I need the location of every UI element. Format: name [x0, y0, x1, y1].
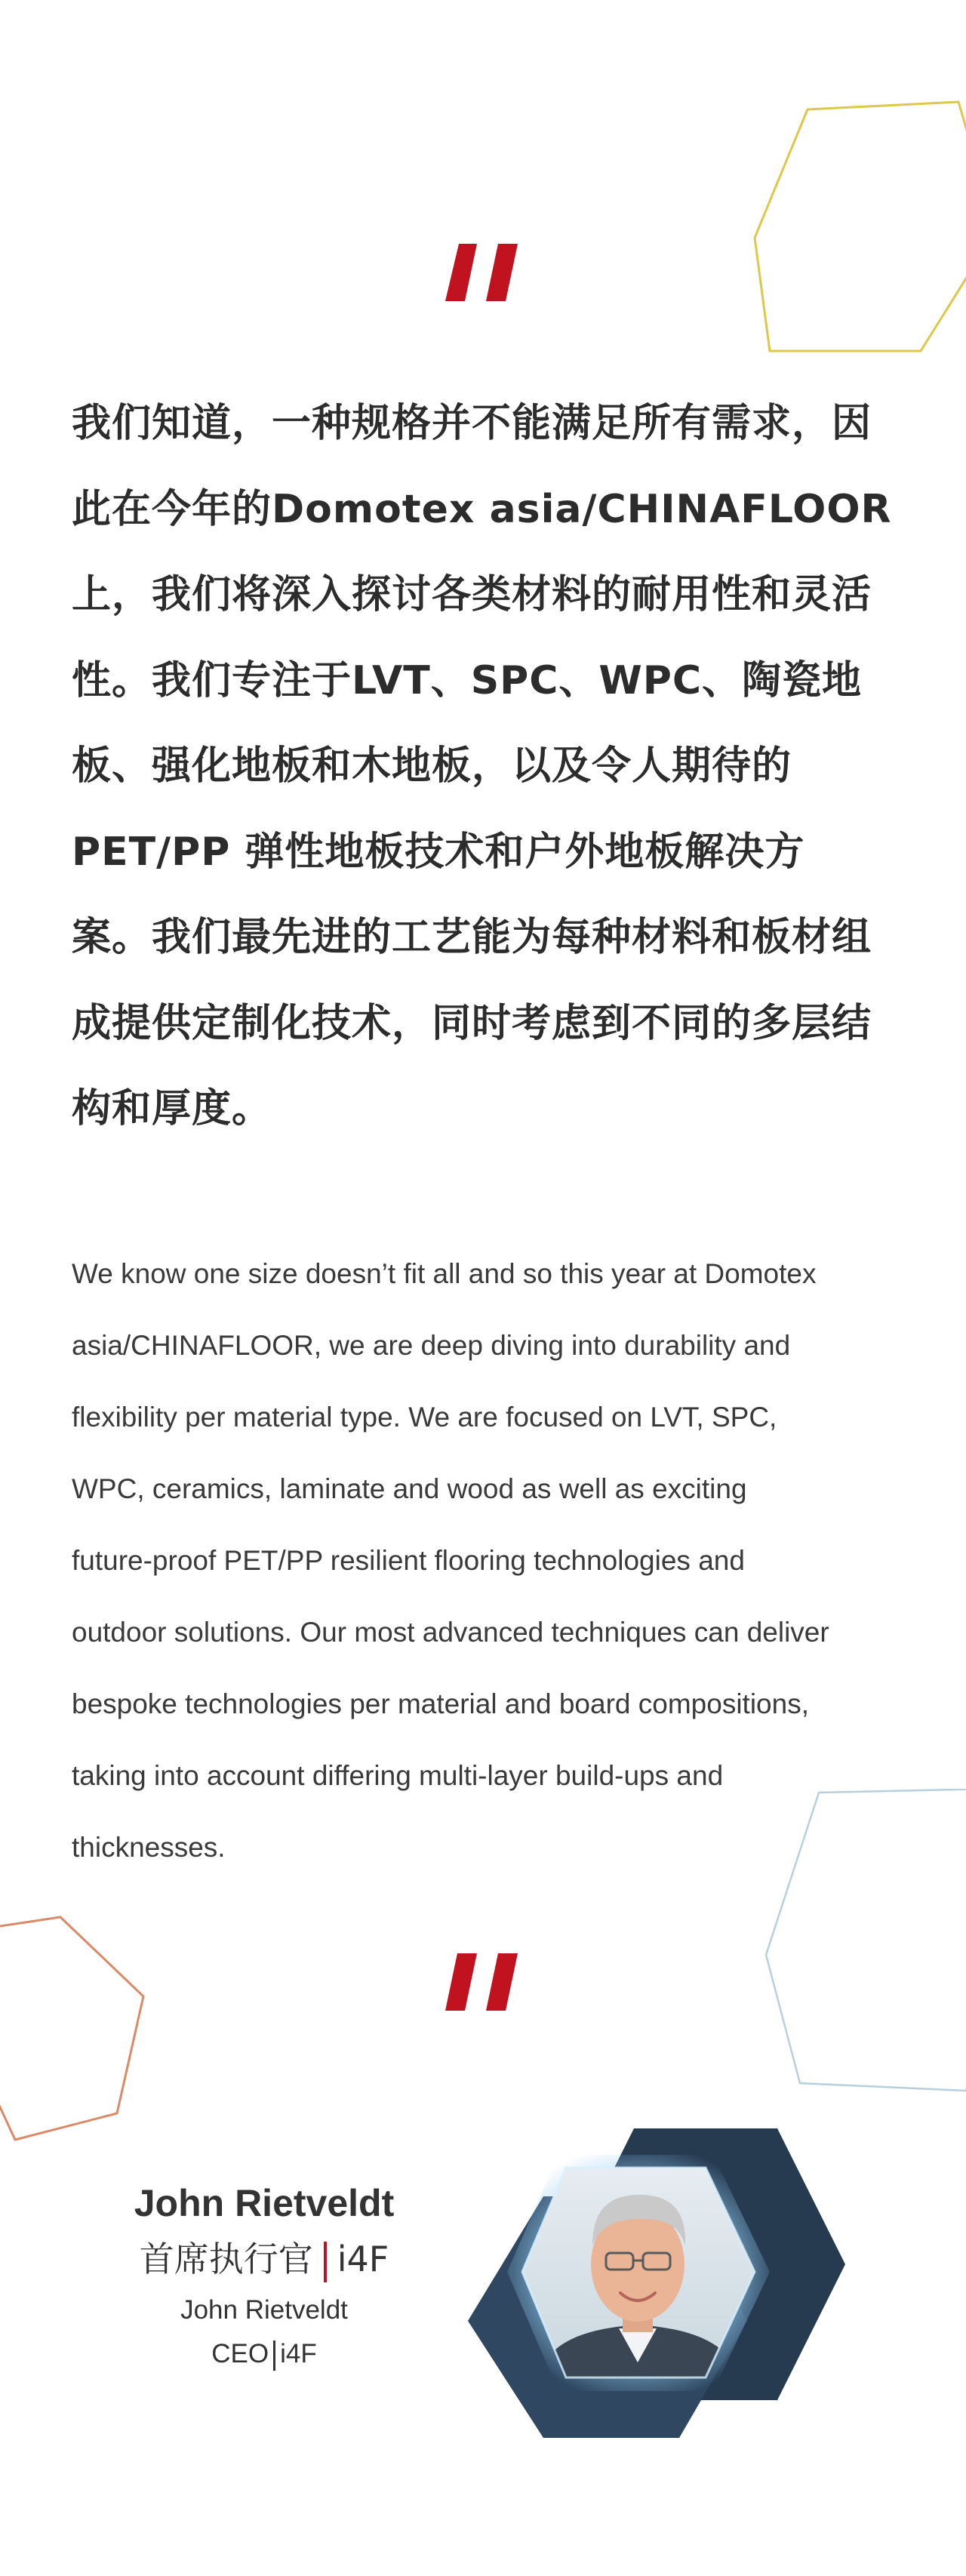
quote-zh-line: 此在今年的Domotex asia/CHINAFLOOR: [72, 486, 892, 532]
signature-name: John Rietveldt: [134, 2182, 395, 2224]
quote-zh-line: PET/PP 弹性地板技术和户外地板解决方: [72, 829, 805, 875]
quote-en-line: taking into account differing multi-layer build-ups and: [72, 1760, 724, 1791]
quote-zh-line: 构和厚度。: [72, 1086, 272, 1131]
signature-company: i4F: [337, 2239, 389, 2279]
signature-title-en: [91, 2332, 438, 2376]
signature-role-en: CEO: [211, 2339, 269, 2368]
quote-chinese: [72, 381, 902, 1153]
quote-english: [72, 1238, 909, 1883]
signature-name-en: John Rietveldt: [180, 2295, 348, 2325]
signature-company-en: i4F: [280, 2339, 317, 2368]
signature-title-zh: [91, 2233, 438, 2285]
title-divider-en: [273, 2341, 275, 2371]
orange-hexagon-outline: [0, 1913, 151, 2144]
quote-zh-line: 板、强化地板和木地板，以及令人期待的: [72, 743, 792, 789]
quote-en-line: WPC, ceramics, laminate and wood as well as exciting: [72, 1473, 747, 1504]
quote-en-line: future-proof PET/PP resilient flooring technologies and: [72, 1545, 745, 1576]
quote-en-line: flexibility per material type. We are focused on LVT, SPC,: [72, 1402, 777, 1433]
open-quote-icon: [445, 244, 521, 301]
title-divider: [324, 2242, 327, 2282]
signature-role-zh: 首席执行官: [139, 2239, 313, 2279]
quote-zh-line: 案。我们最先进的工艺能为每种材料和板材组: [72, 915, 872, 960]
quote-en-line: bespoke technologies per material and board compositions,: [72, 1688, 809, 1719]
quote-en-line: thicknesses.: [72, 1832, 226, 1863]
portrait-hexagon-graphic: [453, 2113, 875, 2445]
quote-zh-line: 上，我们将深入探讨各类材料的耐用性和灵活: [72, 572, 872, 617]
signature-block: [91, 2174, 438, 2376]
quote-zh-line: 成提供定制化技术，同时考虑到不同的多层结: [72, 1000, 872, 1046]
close-quote-icon: [445, 1953, 521, 2011]
yellow-hexagon-outline: [747, 98, 966, 355]
quote-en-line: asia/CHINAFLOOR, we are deep diving into durability and: [72, 1330, 791, 1361]
quote-zh-line: 我们知道，一种规格并不能满足所有需求，因: [72, 401, 872, 446]
quote-zh-line: 性。我们专注于LVT、SPC、WPC、陶瓷地: [72, 657, 863, 703]
quote-en-line: We know one size doesn’t fit all and so this year at Domotex: [72, 1258, 817, 1289]
quote-en-line: outdoor solutions. Our most advanced techniques can deliver: [72, 1617, 829, 1648]
